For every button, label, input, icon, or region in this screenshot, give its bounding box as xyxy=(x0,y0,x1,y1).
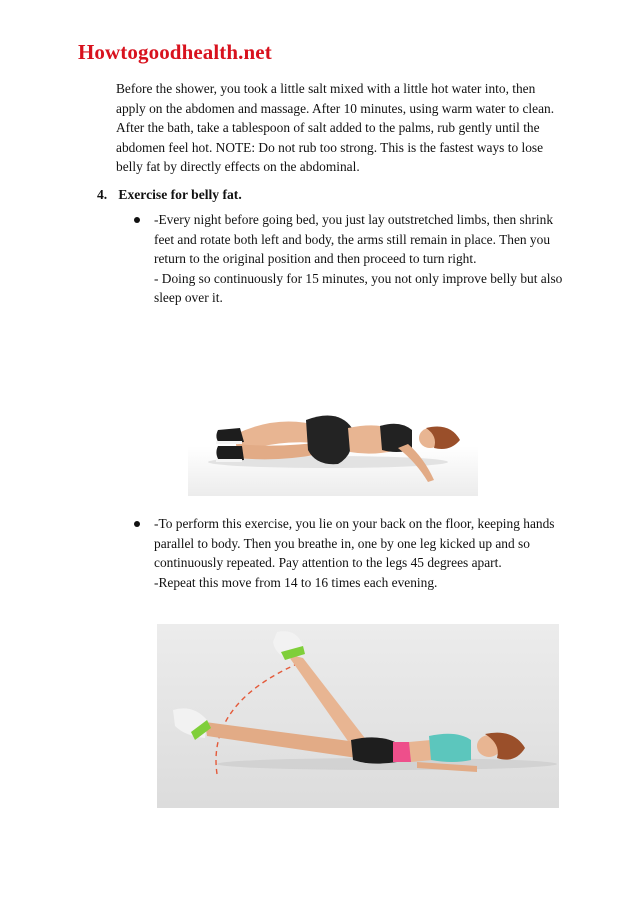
exercise-photo-2 xyxy=(157,624,559,808)
bullet-item-1 xyxy=(134,210,574,308)
section-number: 4. xyxy=(97,187,108,202)
exercise-photo-1 xyxy=(188,386,478,496)
bullet-1-line-2: - Doing so continuously for 15 minutes, you not only improve belly but also sleep over it. xyxy=(154,270,563,306)
bullet-2-line-2: -Repeat this move from 14 to 16 times each evening. xyxy=(154,574,438,590)
bullet-2-line-1: -To perform this exercise, you lie on your back on the floor, keeping hands parallel to body. Then you breathe in, one by one leg kicked up and so continuously repeated. Pay attention to the legs 45 degrees apart. xyxy=(154,516,555,571)
bullet-dot-icon xyxy=(134,217,140,223)
bullet-dot-icon xyxy=(134,521,140,527)
bullet-item-2 xyxy=(134,514,574,592)
section-title: Exercise for belly fat. xyxy=(118,187,242,202)
site-title: Howtogoodhealth.net xyxy=(78,40,272,64)
section-heading xyxy=(97,187,242,203)
intro-paragraph: Before the shower, you took a little salt mixed with a little hot water into, then apply on the abdomen and massage. After 10 minutes, using warm water to clean. After the bath, take a tablespoon of salt added to the palms, rub gently until the abdomen feel hot. NOTE: Do not rub too strong. This is the fastest ways to lose belly fat by directly effects on the abdominal. xyxy=(116,81,555,175)
bullet-1-line-1: -Every night before going bed, you just lay outstretched limbs, then shrink feet and rotate both left and body, the arms still remain in place. Then you return to the original position and then proceed to turn right. xyxy=(154,212,554,267)
